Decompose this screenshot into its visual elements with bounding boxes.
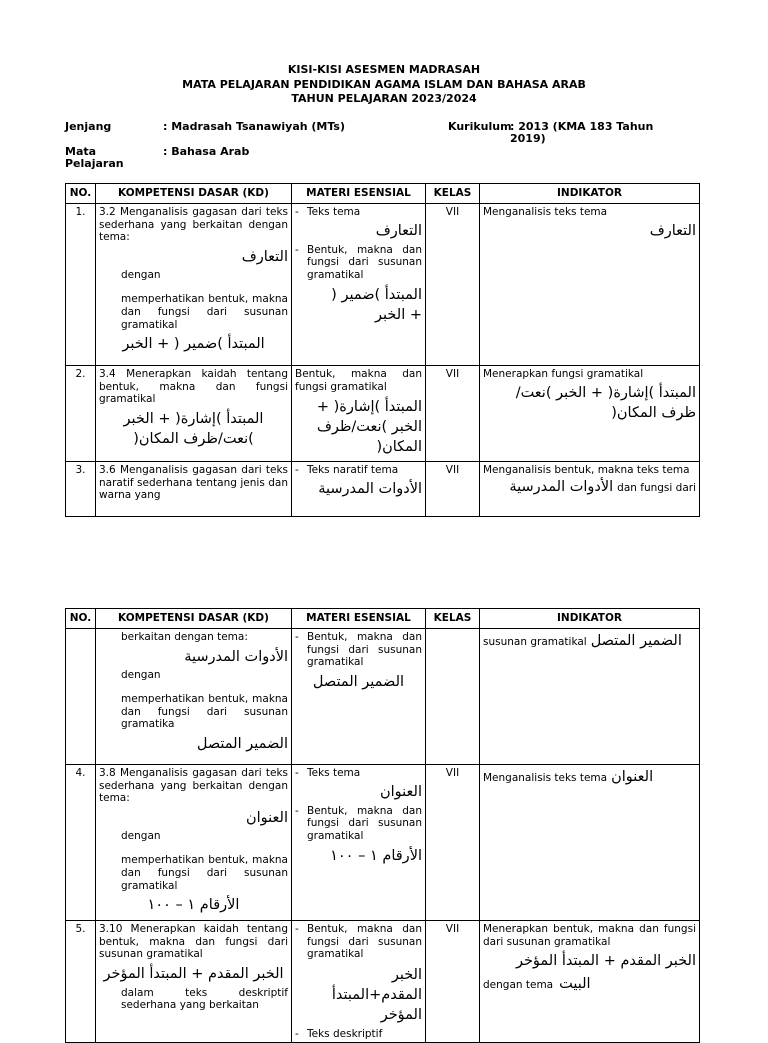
kelas-cell: VII: [426, 204, 480, 366]
indikator-text: Menganalisis teks tema: [483, 772, 608, 784]
title-line-1: KISI-KISI ASESMEN MADRASAH: [287, 63, 481, 76]
indikator-arabic: الخبر المقدم + المبتدأ المؤخر: [515, 953, 696, 970]
kd-cell: [96, 921, 292, 1043]
kd-text: 3.4 Menerapkan kaidah tentang bentuk, makna dan fungsi gramatikal: [99, 368, 288, 406]
indikator-text-tail: dan fungsi dari: [617, 481, 696, 494]
indikator-text: Menganalisis bentuk, makna teks tema: [483, 464, 690, 476]
materi-item: Bentuk, makna dan fungsi dari susunan gramatikal: [307, 631, 422, 669]
table-row: [66, 366, 700, 462]
materi-cell: - Teks tema العنوان - Bentuk, makna dan fungsi dari susunan gramatikal الأرقام ١ – ١٠٠: [292, 765, 426, 921]
kurikulum-label: Kurikulum: [448, 120, 512, 133]
col-no: NO.: [66, 184, 96, 204]
indikator-cell: [480, 366, 700, 462]
kd-cell: [96, 462, 292, 517]
kelas-cell: VII: [426, 462, 480, 517]
kelas-cell: VII: [426, 765, 480, 921]
materi-text: Bentuk, makna dan fungsi gramatikal: [295, 368, 422, 393]
kd-arabic: الخبر المقدم + المبتدأ المؤخر: [103, 965, 284, 982]
materi-cell: - Teks tema التعارف - Bentuk, makna dan fungsi dari susunan gramatikal المبتدأ )ضمير ( + الخبر: [292, 204, 426, 366]
kd-cell: [96, 366, 292, 462]
kd-text: 3.2 Menganalisis gagasan dari teks sederhana yang berkaitan dengan tema:: [99, 206, 288, 244]
document-title: [0, 63, 768, 107]
materi-item: Bentuk, makna dan fungsi dari susunan gramatikal: [307, 243, 422, 281]
indikator-arabic: المبتدأ )إشارة( + الخبر )نعت/ظرف المكان(: [515, 384, 696, 421]
kd-cell: [96, 629, 292, 765]
indikator-arabic-tail: البيت: [559, 976, 591, 993]
kurikulum-value: : 2013 (KMA 183 Tahun 2019): [510, 120, 654, 145]
indikator-cell: [480, 629, 700, 765]
kelas-cell: [426, 629, 480, 765]
kisi-table-1: [65, 183, 700, 517]
indikator-cell: [480, 204, 700, 366]
kd-text-tail: dalam teks deskriptif sederhana yang berkaitan: [121, 986, 288, 1012]
col-kd: KOMPETENSI DASAR (KD): [96, 184, 292, 204]
col-kd: KOMPETENSI DASAR (KD): [96, 609, 292, 629]
indikator-text: susunan gramatikal: [483, 636, 587, 648]
materi-arabic: الأرقام ١ – ١٠٠: [330, 848, 422, 865]
table-row: [66, 921, 700, 1043]
row-number: 4.: [66, 765, 96, 921]
kd-cell: [96, 765, 292, 921]
kd-text: 3.10 Menerapkan kaidah tentang bentuk, makna dan fungsi dari susunan gramatikal: [99, 923, 288, 961]
materi-arabic: العنوان: [380, 783, 422, 800]
col-indikator: INDIKATOR: [480, 184, 700, 204]
col-indikator: INDIKATOR: [480, 609, 700, 629]
col-materi: MATERI ESENSIAL: [292, 184, 426, 204]
indikator-cell: [480, 921, 700, 1043]
materi-item: Bentuk, makna dan fungsi dari susunan gramatikal: [307, 923, 422, 961]
kd-text-mid: memperhatikan bentuk, makna dan fungsi dari susunan gramatika: [121, 693, 288, 731]
kd-text: 3.6 Menganalisis gagasan dari teks naratif sederhana tentang jenis dan warna yang: [99, 464, 288, 502]
materi-arabic: المبتدأ )ضمير ( + الخبر: [331, 287, 422, 324]
row-number: [66, 629, 96, 765]
materi-item: Bentuk, makna dan fungsi dari susunan gramatikal: [307, 804, 422, 842]
kd-dengan: dengan: [121, 829, 161, 842]
kelas-cell: VII: [426, 366, 480, 462]
materi-item: Teks tema: [307, 206, 361, 218]
table-header-row: [66, 184, 700, 204]
table-row: [66, 462, 700, 517]
kd-arabic-grammar: المبتدأ )ضمير ( + الخبر: [122, 336, 265, 353]
kd-arabic: المبتدأ )إشارة( + الخبر )نعت/ظرف المكان(: [123, 410, 264, 447]
table-row: [66, 629, 700, 765]
mapel-label: Mata Pelajaran: [65, 145, 124, 170]
row-number: 1.: [66, 204, 96, 366]
materi-cell: - Teks naratif tema الأدوات المدرسية: [292, 462, 426, 517]
materi-arabic: الأدوات المدرسية: [318, 480, 422, 497]
materi-item: Teks tema: [307, 767, 361, 779]
jenjang-label: Jenjang: [65, 120, 112, 133]
kd-arabic-theme: الأدوات المدرسية: [184, 648, 288, 665]
kisi-table-2: [65, 608, 700, 1043]
indikator-text: Menganalisis teks tema: [483, 206, 608, 218]
row-number: 2.: [66, 366, 96, 462]
materi-cell: - Bentuk, makna dan fungsi dari susunan gramatikal الضمير المتصل: [292, 629, 426, 765]
kd-arabic-grammar: الضمير المتصل: [196, 735, 288, 752]
kelas-cell: VII: [426, 921, 480, 1043]
col-kelas: KELAS: [426, 184, 480, 204]
table-row: [66, 765, 700, 921]
title-line-3: TAHUN PELAJARAN 2023/2024: [291, 92, 477, 105]
indikator-arabic: الأدوات المدرسية: [509, 478, 614, 495]
indikator-cell: [480, 462, 700, 517]
row-number: 3.: [66, 462, 96, 517]
indikator-arabic: الضمير المتصل: [590, 633, 682, 649]
indikator-cell: [480, 765, 700, 921]
indikator-arabic: العنوان: [611, 769, 654, 785]
title-line-2: MATA PELAJARAN PENDIDIKAN AGAMA ISLAM DAN BAHASA ARAB: [182, 77, 586, 91]
col-no: NO.: [66, 609, 96, 629]
materi-arabic: الضمير المتصل: [312, 673, 405, 690]
kd-arabic-theme: التعارف: [241, 248, 288, 265]
kd-dengan: dengan: [121, 268, 161, 281]
row-number: 5.: [66, 921, 96, 1043]
materi-cell: [292, 366, 426, 462]
col-kelas: KELAS: [426, 609, 480, 629]
kd-dengan: dengan: [121, 668, 161, 681]
materi-item: Teks naratif tema: [307, 464, 399, 476]
col-materi: MATERI ESENSIAL: [292, 609, 426, 629]
indikator-text-tail: dengan tema: [483, 979, 554, 992]
kd-arabic-theme: العنوان: [246, 809, 288, 826]
table-header-row: [66, 609, 700, 629]
kd-text: 3.8 Menganalisis gagasan dari teks sederhana yang berkaitan dengan tema:: [99, 767, 288, 805]
mapel-value: : Bahasa Arab: [163, 145, 250, 158]
kd-text: berkaitan dengan tema:: [121, 631, 248, 643]
materi-cell: - Bentuk, makna dan fungsi dari susunan gramatikal الخبر المقدم+المبتدأ المؤخر - Teks deskriptif: [292, 921, 426, 1043]
materi-arabic: التعارف: [375, 222, 422, 239]
kd-text-mid: memperhatikan bentuk, makna dan fungsi dari susunan gramatikal: [121, 854, 288, 892]
indikator-arabic: التعارف: [649, 222, 696, 239]
materi-arabic: الخبر المقدم+المبتدأ المؤخر: [331, 966, 422, 1023]
kd-arabic-grammar: الأرقام ١ – ١٠٠: [147, 897, 240, 914]
indikator-text: Menerapkan bentuk, makna dan fungsi dari susunan gramatikal: [483, 923, 696, 948]
jenjang-value: : Madrasah Tsanawiyah (MTs): [163, 120, 345, 133]
materi-item: Teks deskriptif: [307, 1027, 383, 1040]
materi-arabic: المبتدأ )إشارة( + الخبر )نعت/ظرف المكان(: [316, 399, 422, 456]
kd-text-mid: memperhatikan bentuk, makna dan fungsi dari susunan gramatikal: [121, 293, 288, 331]
kd-cell: [96, 204, 292, 366]
indikator-text: Menerapkan fungsi gramatikal: [483, 368, 644, 380]
table-row: [66, 204, 700, 366]
